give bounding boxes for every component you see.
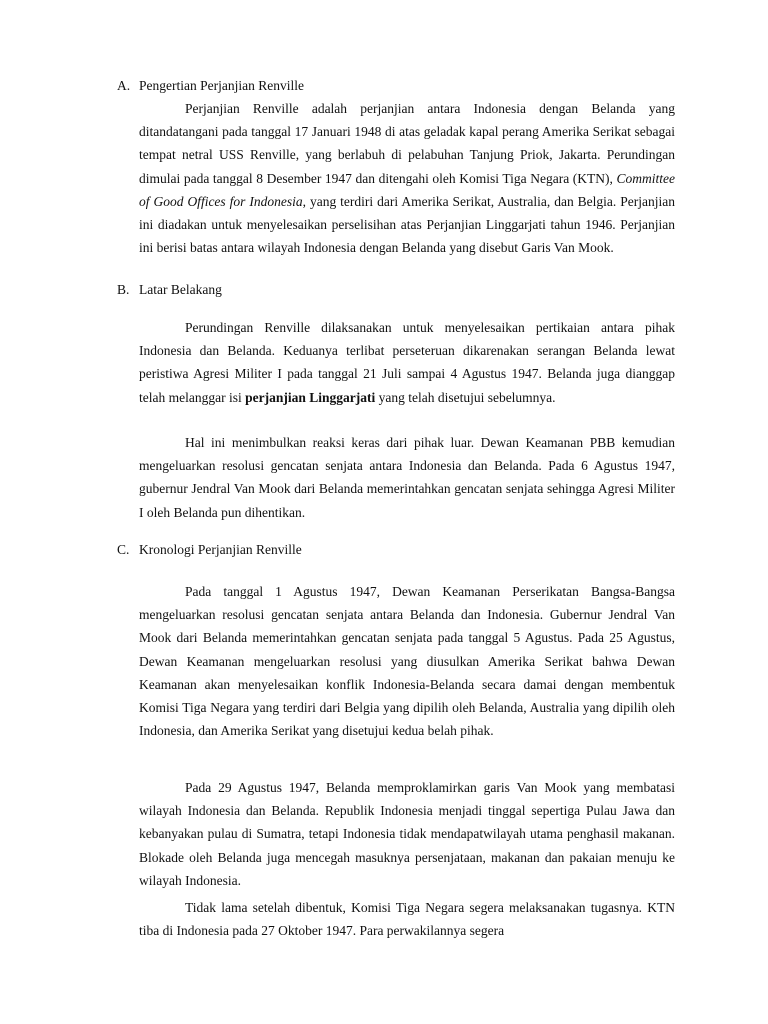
section-b-paragraph-1	[139, 316, 675, 409]
section-b-p1-bold: perjanjian Linggarjati	[245, 389, 376, 405]
section-b-heading	[117, 282, 222, 298]
section-c-heading	[117, 542, 302, 558]
section-c-title: Kronologi Perjanjian Renville	[139, 542, 302, 557]
section-a-p1-text-1: Perjanjian Renville adalah perjanjian antara Indonesia dengan Belanda yang ditandatangani pada tanggal 17 Januari 1948 di atas geladak kapal perang Amerika Serikat sebagai tempat netral USS Renville, yang berlabuh di pelabuhan Tanjung Priok, Jakarta. Perundingan dimulai pada tanggal 8 Desember 1947 dan ditengahi oleh Komisi Tiga Negara (KTN),	[139, 101, 675, 186]
section-a-letter: A.	[117, 78, 131, 93]
section-b-p2-text: Hal ini menimbulkan reaksi keras dari pihak luar. Dewan Keamanan PBB kemudian mengeluarkan resolusi gencatan senjata antara Indonesia dan Belanda. Pada 6 Agustus 1947, gubernur Jendral Van Mook dari Belanda memerintahkan gencatan senjata sehingga Agresi Militer I oleh Belanda pun dihentikan.	[139, 435, 675, 520]
section-a-p1-italic: Committee of Good Offices for Indonesia	[139, 170, 675, 209]
section-a-p1-text-2: , yang terdiri dari Amerika Serikat, Australia, dan Belgia. Perjanjian ini diadakan untuk menyelesaikan perselisihan atas Perjanjian Linggarjati tahun 1946. Perjanjian ini berisi batas antara wilayah Indonesia dengan Belanda yang disebut Garis Van Mook.	[139, 193, 675, 256]
section-c-p3-text: Tidak lama setelah dibentuk, Komisi Tiga Negara segera melaksanakan tugasnya. KTN tiba di Indonesia pada 27 Oktober 1947. Para perwakilannya segera	[139, 900, 675, 939]
section-c-paragraph-3	[139, 896, 675, 942]
section-a-title: Pengertian Perjanjian Renville	[139, 78, 304, 93]
section-c-p2-text: Pada 29 Agustus 1947, Belanda memproklamirkan garis Van Mook yang membatasi wilayah Indonesia dan Belanda. Republik Indonesia menjadi tinggal sepertiga Pulau Jawa dan kebanyakan pulau di Sumatra, tetapi Indonesia tidak mendapatwilayah utama penghasil makanan. Blokade oleh Belanda juga mencegah masuknya persenjataan, makanan dan pakaian menuju ke wilayah Indonesia.	[139, 780, 675, 888]
section-a-paragraph-1	[139, 97, 675, 259]
section-b-paragraph-2	[139, 431, 675, 524]
section-c-paragraph-2	[139, 776, 675, 892]
section-b-p1-text-1: Perundingan Renville dilaksanakan untuk menyelesaikan pertikaian antara pihak Indonesia dan Belanda. Keduanya terlibat perseteruan dikarenakan serangan Belanda lewat peristiwa Agresi Militer I pada tanggal 21 Juli sampai 4 Agustus 1947. Belanda juga dianggap telah melanggar isi	[139, 320, 675, 405]
section-c-paragraph-1	[139, 580, 675, 742]
section-c-p1-text: Pada tanggal 1 Agustus 1947, Dewan Keamanan Perserikatan Bangsa-Bangsa mengeluarkan resolusi gencatan senjata antara Belanda dan Indonesia. Gubernur Jendral Van Mook dari Belanda memerintahkan gencatan senjata pada tanggal 5 Agustus. Pada 25 Agustus, Dewan Keamanan mengeluarkan resolusi yang diusulkan Amerika Serikat bahwa Dewan Keamanan akan menyelesaikan konflik Indonesia-Belanda secara damai dengan membentuk Komisi Tiga Negara yang terdiri dari Belgia yang dipilih oleh Belanda, Australia yang dipilih oleh Indonesia, dan Amerika Serikat yang disetujui kedua belah pihak.	[139, 584, 675, 739]
section-a-heading	[117, 78, 304, 94]
section-b-letter: B.	[117, 282, 130, 297]
section-c-letter: C.	[117, 542, 130, 557]
section-b-p1-text-2: yang telah disetujui sebelumnya.	[375, 389, 556, 405]
section-b-title: Latar Belakang	[139, 282, 222, 297]
